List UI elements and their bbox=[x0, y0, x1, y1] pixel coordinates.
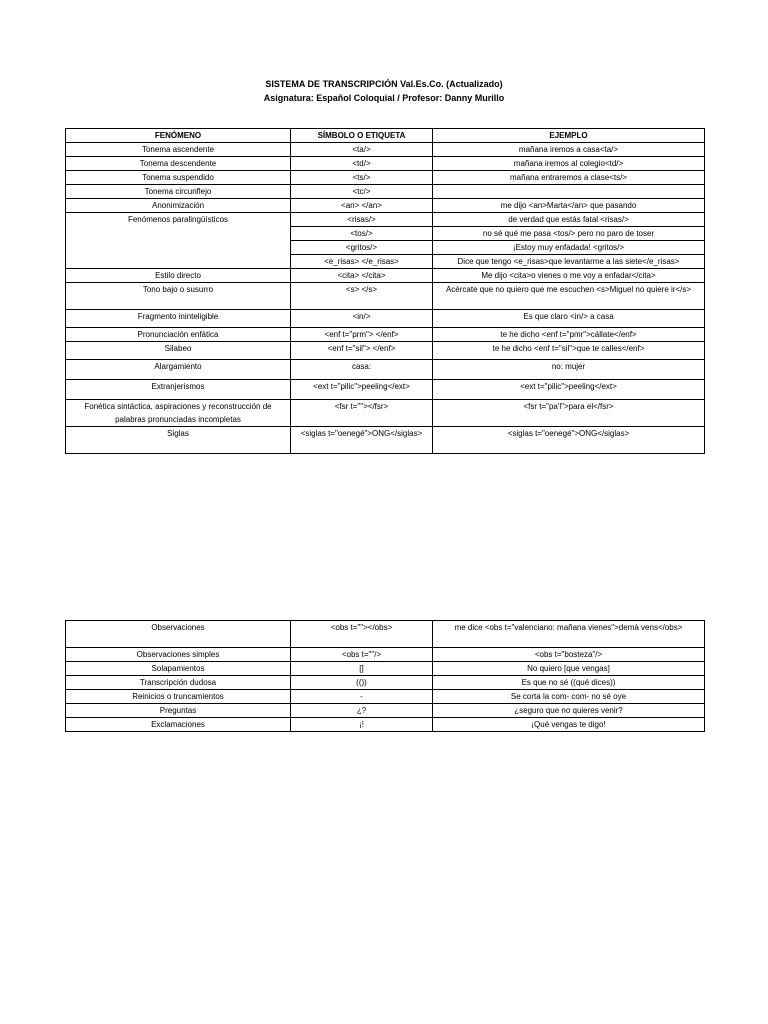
cell-fenomeno: Fragmento ininteligible bbox=[66, 310, 291, 328]
table-row bbox=[66, 380, 705, 400]
table-row bbox=[66, 328, 705, 342]
cell-ejemplo: no: mujer bbox=[433, 360, 705, 380]
table-row bbox=[66, 662, 705, 676]
cell-fenomeno: Tono bajo o susurro bbox=[66, 283, 291, 310]
cell-simbolo: <an> </an> bbox=[291, 199, 433, 213]
cell-fenomeno: Observaciones bbox=[66, 621, 291, 648]
cell-ejemplo: te he dicho <enf t="sil">que te calles</enf> bbox=[433, 342, 705, 360]
cell-simbolo: <ext t="pilic">peeling</ext> bbox=[291, 380, 433, 400]
table-row bbox=[66, 648, 705, 662]
table-row bbox=[66, 185, 705, 199]
table-row bbox=[66, 199, 705, 213]
cell-fenomeno: Siglas bbox=[66, 427, 291, 454]
cell-simbolo: ¡! bbox=[291, 718, 433, 732]
cell-fenomeno: Fonética sintáctica, aspiraciones y reconstrucción de palabras pronunciadas incompletas bbox=[66, 400, 291, 427]
cell-simbolo: <fsr t=""></fsr> bbox=[291, 400, 433, 427]
cell-ejemplo: <siglas t="oenegé">ONG</siglas> bbox=[433, 427, 705, 454]
cell-simbolo: <ta/> bbox=[291, 143, 433, 157]
table-row bbox=[66, 171, 705, 185]
transcription-table-secondary bbox=[65, 620, 705, 732]
cell-simbolo: [] bbox=[291, 662, 433, 676]
cell-ejemplo: Es que no sé ((qué dices)) bbox=[433, 676, 705, 690]
cell-ejemplo: me dijo <an>Marta</an> que pasando bbox=[433, 199, 705, 213]
cell-fenomeno: Estilo directo bbox=[66, 269, 291, 283]
table-row bbox=[66, 718, 705, 732]
cell-fenomeno: Anonimización bbox=[66, 199, 291, 213]
cell-ejemplo: no sé qué me pasa <tos/> pero no paro de toser bbox=[433, 227, 705, 241]
table-row bbox=[66, 427, 705, 454]
cell-fenomeno: Exclamaciones bbox=[66, 718, 291, 732]
cell-simbolo: <tc/> bbox=[291, 185, 433, 199]
cell-ejemplo: de verdad que estás fatal <risas/> bbox=[433, 213, 705, 227]
cell-fenomeno: Observaciones simples bbox=[66, 648, 291, 662]
cell-simbolo: <e_risas> </e_risas> bbox=[291, 255, 433, 269]
cell-fenomeno: Tonema suspendido bbox=[66, 171, 291, 185]
cell-fenomeno: Reinicios o truncamientos bbox=[66, 690, 291, 704]
cell-ejemplo: <fsr t="pa'l">para el</fsr> bbox=[433, 400, 705, 427]
cell-simbolo: <tos/> bbox=[291, 227, 433, 241]
header-simbolo: SÍMBOLO O ETIQUETA bbox=[291, 129, 433, 143]
cell-simbolo: <td/> bbox=[291, 157, 433, 171]
cell-ejemplo: Acércate que no quiero que me escuchen <s>Miguel no quiere ir</s> bbox=[433, 283, 705, 310]
document-title: SISTEMA DE TRANSCRIPCIÓN Val.Es.Co. (Actualizado) bbox=[265, 79, 503, 89]
cell-ejemplo: ¡Qué vengas te digo! bbox=[433, 718, 705, 732]
cell-ejemplo: <obs t="bosteza"/> bbox=[433, 648, 705, 662]
table-row bbox=[66, 676, 705, 690]
cell-ejemplo: mañana iremos a casa<ta/> bbox=[433, 143, 705, 157]
cell-simbolo: casa: bbox=[291, 360, 433, 380]
table-row bbox=[66, 157, 705, 171]
document-header bbox=[0, 77, 768, 105]
cell-simbolo: ¿? bbox=[291, 704, 433, 718]
cell-simbolo: - bbox=[291, 690, 433, 704]
cell-simbolo: <gritos/> bbox=[291, 241, 433, 255]
table-row bbox=[66, 213, 705, 227]
cell-simbolo: <cita> </cita> bbox=[291, 269, 433, 283]
cell-ejemplo: Dice que tengo <e_risas>que levantarme a las siete</e_risas> bbox=[433, 255, 705, 269]
cell-fenomeno: Tonema ascendente bbox=[66, 143, 291, 157]
cell-simbolo: <obs t=""></obs> bbox=[291, 621, 433, 648]
cell-ejemplo: <ext t="pilic">peeling</ext> bbox=[433, 380, 705, 400]
cell-fenomeno: Tonema descendente bbox=[66, 157, 291, 171]
table-row bbox=[66, 310, 705, 328]
table-header-row bbox=[66, 129, 705, 143]
table-row bbox=[66, 342, 705, 360]
cell-simbolo: <ts/> bbox=[291, 171, 433, 185]
cell-fenomeno: Extranjerismos bbox=[66, 380, 291, 400]
table-row bbox=[66, 360, 705, 380]
cell-ejemplo: ¡Estoy muy enfadada! <gritos/> bbox=[433, 241, 705, 255]
cell-ejemplo: No quiero [que vengas] bbox=[433, 662, 705, 676]
cell-ejemplo: me dice <obs t="valenciano: mañana vienes">demà vens</obs> bbox=[433, 621, 705, 648]
cell-ejemplo: Es que claro <in/> a casa bbox=[433, 310, 705, 328]
cell-simbolo: <s> </s> bbox=[291, 283, 433, 310]
cell-ejemplo: mañana iremos al colegio<td/> bbox=[433, 157, 705, 171]
cell-simbolo: <risas/> bbox=[291, 213, 433, 227]
table-row bbox=[66, 400, 705, 427]
cell-fenomeno: Pronunciación enfática bbox=[66, 328, 291, 342]
header-fenomeno: FENÓMENO bbox=[66, 129, 291, 143]
cell-simbolo: <enf t="sil"> </enf> bbox=[291, 342, 433, 360]
cell-ejemplo bbox=[433, 185, 705, 199]
table-row bbox=[66, 283, 705, 310]
document-subtitle: Asignatura: Español Coloquial / Profesor: Danny Murillo bbox=[263, 93, 505, 103]
table-row bbox=[66, 269, 705, 283]
cell-simbolo: <siglas t="oenegé">ONG</siglas> bbox=[291, 427, 433, 454]
cell-fenomeno: Tonema circunflejo bbox=[66, 185, 291, 199]
cell-fenomeno: Alargamiento bbox=[66, 360, 291, 380]
cell-ejemplo: mañana entraremos a clase<ts/> bbox=[433, 171, 705, 185]
cell-fenomeno: Silabeo bbox=[66, 342, 291, 360]
cell-ejemplo: te he dicho <enf t="pmr">cállate</enf> bbox=[433, 328, 705, 342]
cell-fenomeno: Preguntas bbox=[66, 704, 291, 718]
cell-ejemplo: ¿seguro que no quieres venir? bbox=[433, 704, 705, 718]
cell-fenomeno: Transcripción dudosa bbox=[66, 676, 291, 690]
cell-fenomeno: Fenómenos paralingüísticos bbox=[66, 213, 291, 269]
cell-simbolo: <enf t="prm"> </enf> bbox=[291, 328, 433, 342]
cell-simbolo: <in/> bbox=[291, 310, 433, 328]
cell-simbolo: <obs t=""/> bbox=[291, 648, 433, 662]
transcription-table-main bbox=[65, 128, 705, 454]
table-row bbox=[66, 704, 705, 718]
cell-fenomeno: Solapamientos bbox=[66, 662, 291, 676]
cell-ejemplo: Se corta la com- com- no sé oye bbox=[433, 690, 705, 704]
table-row bbox=[66, 143, 705, 157]
table-row bbox=[66, 621, 705, 648]
cell-simbolo: (()) bbox=[291, 676, 433, 690]
cell-ejemplo: Me dijo <cita>o vienes o me voy a enfadar</cita> bbox=[433, 269, 705, 283]
header-ejemplo: EJEMPLO bbox=[433, 129, 705, 143]
table-row bbox=[66, 690, 705, 704]
